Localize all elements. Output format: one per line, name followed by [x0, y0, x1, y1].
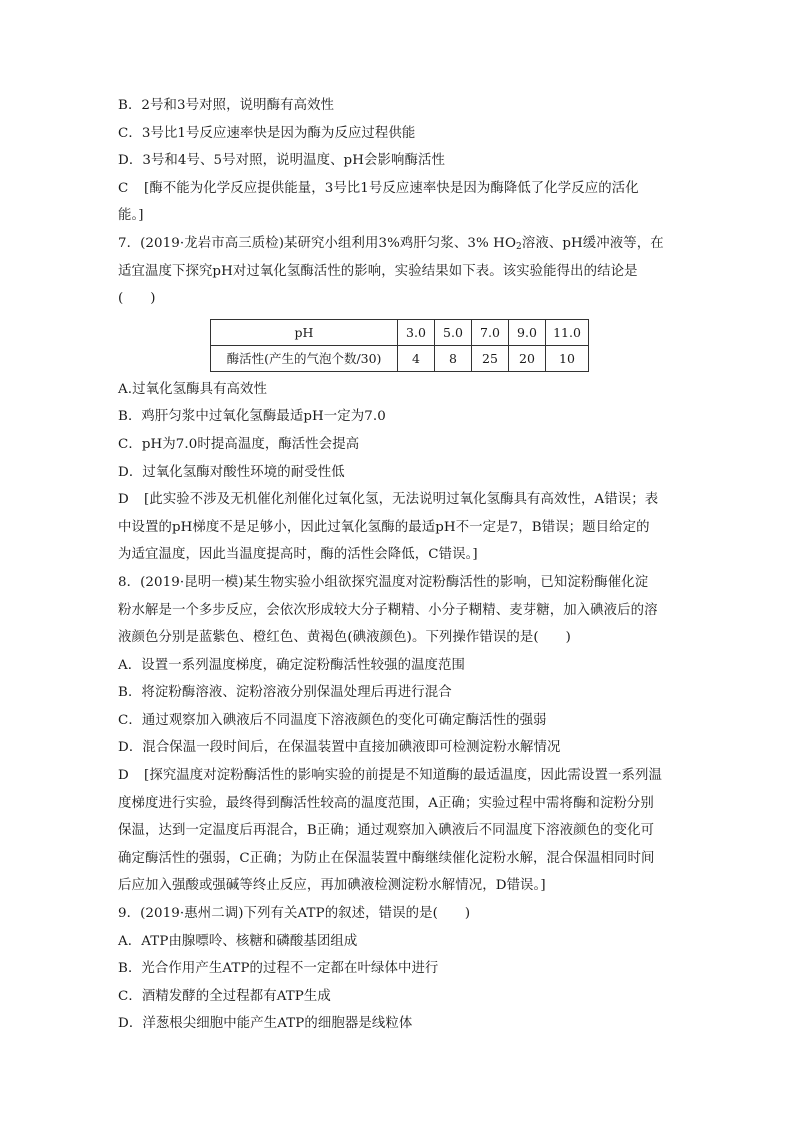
q7-stem-line-3: ( ): [118, 291, 156, 307]
q9-stem: 9．(2019·惠州二调)下列有关ATP的叙述，错误的是( ): [118, 906, 471, 922]
table-row: [211, 345, 589, 371]
table-cell: 11.0: [546, 319, 589, 345]
table-cell: 8: [435, 345, 472, 371]
q6-option-b: B．2号和3号对照，说明酶有高效性: [118, 98, 335, 113]
q8-answer-letter: D: [118, 768, 129, 784]
q8-stem-line-3: 液颜色分别是蓝紫色、橙红色、黄褐色(碘液颜色)。下列操作错误的是( ): [118, 630, 571, 646]
q7-explanation-line-3: 为适宜温度，因此当温度提高时，酶的活性会降低，C错误。]: [118, 547, 478, 563]
table-row: [211, 319, 589, 345]
q8-explanation-line-5: 后应加入强酸或强碱等终止反应，再加碘液检测淀粉水解情况，D错误。]: [118, 878, 546, 894]
q6-explanation-line-2: 能。]: [118, 208, 144, 224]
q6-answer-letter: C: [118, 180, 129, 196]
q7-stem-line-1: [118, 230, 678, 258]
q8-stem-line-1: 8．(2019·昆明一模)某生物实验小组欲探究温度对淀粉酶活性的影响，已知淀粉酶催化淀: [118, 574, 649, 590]
q7-option-d: D．过氧化氢酶对酸性环境的耐受性低: [118, 464, 345, 480]
q9-option-c: C．酒精发酵的全过程都有ATP生成: [118, 988, 331, 1004]
document-page: [118, 92, 678, 1038]
table-cell: 3.0: [398, 319, 435, 345]
q7-explanation-line-2: 中设置的pH梯度不是足够小，因此过氧化氢酶的最适pH不一定是7，B错误；题目给定的: [118, 519, 650, 535]
table-header-ph: pH: [211, 319, 398, 345]
table-cell: 7.0: [472, 319, 509, 345]
q8-explanation-line-3: 保温，达到一定温度后再混合，B正确；通过观察加入碘液后不同温度下溶液颜色的变化可: [118, 823, 655, 839]
q6-option-c: C．3号比1号反应速率快是因为酶为反应过程供能: [118, 125, 416, 141]
table-cell: 10: [546, 345, 589, 371]
table-cell: 5.0: [435, 319, 472, 345]
q6-explanation-line-1: [118, 175, 678, 203]
q9-option-b: B．光合作用产生ATP的过程不一定都在叶绿体中进行: [118, 961, 439, 977]
q7-stem-text-c: 溶液、pH缓冲液等，在: [521, 235, 664, 251]
table-cell: 25: [472, 345, 509, 371]
q8-explanation-line-4: 确定酶活性的强弱，C正确；为防止在保温装置中酶继续催化淀粉水解，混合保温相同时间: [118, 850, 655, 866]
q8-explanation-text: [探究温度对淀粉酶活性的影响实验的前提是不知道酶的最适温度，因此需设置一系列温: [144, 768, 662, 784]
q7-option-b: B．鸡肝匀浆中过氧化氢酶最适pH一定为7.0: [118, 409, 386, 425]
table-header-activity: 酶活性(产生的气泡个数/30): [211, 345, 398, 371]
q7-explanation-text: [此实验不涉及无机催化剂催化过氧化氢，无法说明过氧化氢酶具有高效性，A错误；表: [144, 492, 659, 508]
q7-stem-text-b: O: [504, 235, 517, 251]
ph-activity-table: [210, 319, 589, 372]
q7-option-c: C．pH为7.0时提高温度，酶活性会提高: [118, 436, 360, 452]
q8-option-a: A．设置一系列温度梯度，确定淀粉酶活性较强的温度范围: [118, 657, 466, 673]
q8-stem-line-2: 粉水解是一个多步反应，会依次形成较大分子糊精、小分子糊精、麦芽糖，加入碘液后的溶: [118, 602, 658, 618]
q8-explanation-line-1: [118, 762, 678, 790]
q6-option-d: D．3号和4号、5号对照，说明温度、pH会影响酶活性: [118, 153, 445, 169]
q7-stem-text-a: 7．(2019·龙岩市高三质检)某研究小组利用3%鸡肝匀浆、3% H: [118, 235, 505, 251]
q7-explanation-line-1: [118, 486, 678, 514]
table-cell: 9.0: [509, 319, 546, 345]
q8-option-c: C．通过观察加入碘液后不同温度下溶液颜色的变化可确定酶活性的强弱: [118, 712, 547, 728]
q7-answer-letter: D: [118, 492, 129, 508]
q9-option-a: A．ATP由腺嘌呤、核糖和磷酸基团组成: [118, 933, 358, 949]
table-cell: 4: [398, 345, 435, 371]
q6-explanation-text: [酶不能为化学反应提供能量，3号比1号反应速率快是因为酶降低了化学反应的活化: [144, 180, 639, 196]
q8-explanation-line-2: 度梯度进行实验，最终得到酶活性较高的温度范围，A正确；实验过程中需将酶和淀粉分别: [118, 795, 654, 811]
q7-subscript: 2: [516, 241, 522, 252]
q9-option-d: D．洋葱根尖细胞中能产生ATP的细胞器是线粒体: [118, 1016, 413, 1032]
q7-stem-line-2: 适宜温度下探究pH对过氧化氢酶活性的影响，实验结果如下表。该实验能得出的结论是: [118, 263, 638, 279]
q8-option-b: B．将淀粉酶溶液、淀粉溶液分别保温处理后再进行混合: [118, 685, 452, 701]
q8-option-d: D．混合保温一段时间后，在保温装置中直接加碘液即可检测淀粉水解情况: [118, 740, 561, 756]
q7-option-a: A.过氧化氢酶具有高效性: [118, 381, 268, 397]
table-cell: 20: [509, 345, 546, 371]
